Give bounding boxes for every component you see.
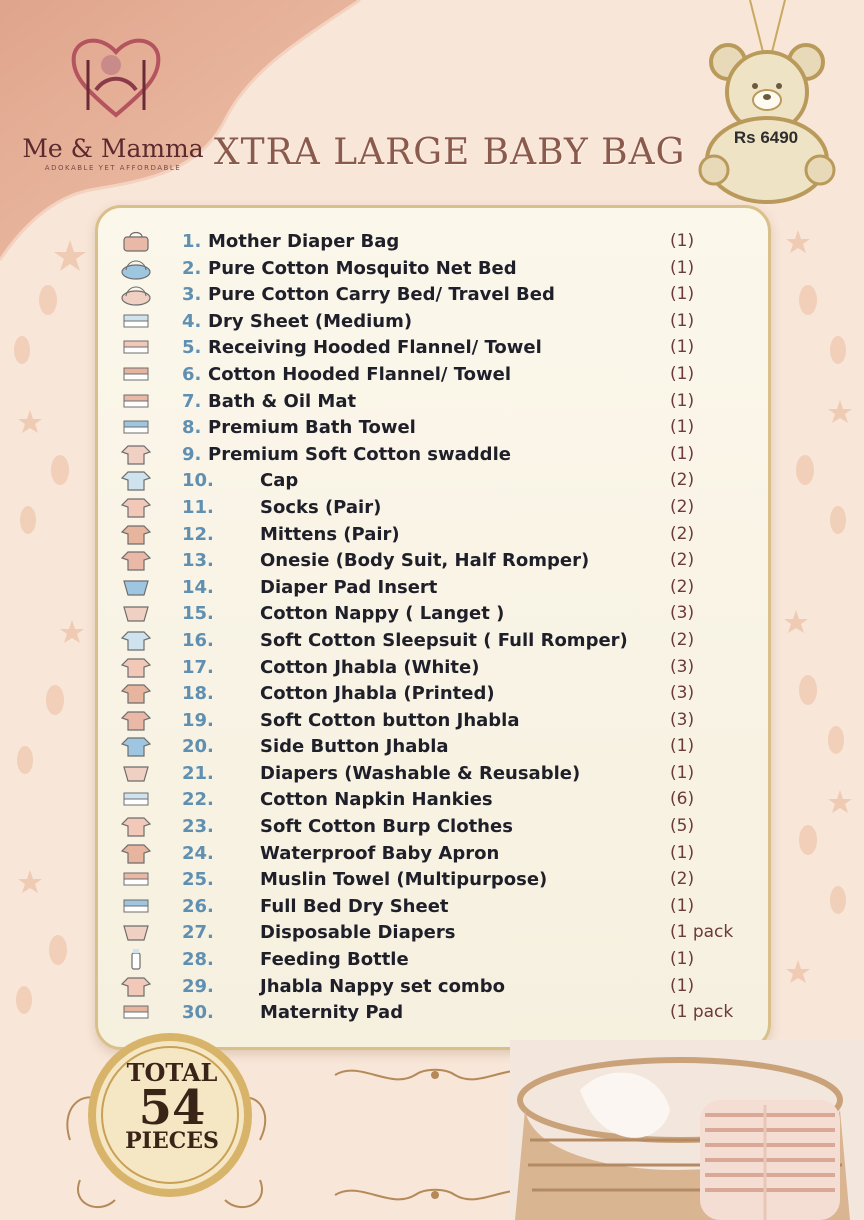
item-quantity: (1)	[670, 284, 695, 305]
item-number: 27.	[182, 922, 214, 944]
list-item	[112, 946, 752, 973]
page-title: XTRA LARGE BABY BAG	[214, 132, 686, 173]
list-item	[112, 494, 752, 521]
item-quantity: (2)	[670, 629, 695, 650]
apron-icon	[118, 841, 154, 865]
item-number: 16.	[182, 629, 214, 651]
mat-icon	[118, 389, 154, 413]
item-number: 10.	[182, 470, 214, 492]
item-number: 5.	[182, 337, 202, 359]
item-number: 28.	[182, 949, 214, 971]
item-number: 14.	[182, 576, 214, 598]
list-item	[112, 308, 752, 335]
item-quantity: (1)	[670, 257, 695, 278]
item-quantity: (1)	[670, 231, 695, 251]
travel-bed-icon	[118, 282, 154, 306]
price-label: Rs 6490	[733, 128, 799, 147]
item-number: 11.	[182, 496, 214, 518]
badge-count: 54	[138, 1080, 206, 1136]
item-number: 19.	[182, 709, 214, 731]
baby-clothes-basket-image	[510, 1040, 864, 1220]
combo-set-icon	[118, 974, 154, 998]
badge-pieces-label: PIECES	[125, 1128, 219, 1154]
list-item	[112, 228, 752, 255]
item-quantity: (1)	[670, 842, 695, 863]
jhabla-white-icon	[118, 655, 154, 679]
jhabla-printed-icon	[118, 681, 154, 705]
item-name: Dry Sheet (Medium)	[208, 310, 413, 332]
teddy-bear-price-tag-icon	[690, 0, 840, 210]
item-number: 3.	[182, 284, 202, 306]
flannel-icon	[118, 335, 154, 359]
cap-icon	[118, 468, 154, 492]
list-item	[112, 521, 752, 548]
item-number: 22.	[182, 789, 214, 811]
list-item	[112, 334, 752, 361]
item-quantity: (3)	[670, 709, 695, 730]
item-name: Receiving Hooded Flannel/ Towel	[208, 337, 542, 359]
item-quantity: (5)	[670, 816, 695, 837]
item-quantity: (1)	[670, 310, 695, 331]
item-name: Onesie (Body Suit, Half Romper)	[260, 550, 590, 572]
list-item	[112, 840, 752, 867]
burp-cloth-icon	[118, 814, 154, 838]
list-item	[112, 414, 752, 441]
badge-total-label: TOTAL	[126, 1058, 218, 1087]
list-item	[112, 388, 752, 415]
item-number: 21.	[182, 762, 214, 784]
brand-logo	[18, 30, 208, 170]
item-number: 23.	[182, 816, 214, 838]
napkin-stack-icon	[118, 787, 154, 811]
item-quantity: (2)	[670, 576, 695, 597]
muslin-icon	[118, 867, 154, 891]
item-quantity: (2)	[670, 550, 695, 571]
list-item	[112, 627, 752, 654]
list-item	[112, 361, 752, 388]
item-number: 30.	[182, 1002, 214, 1024]
item-quantity: (1)	[670, 337, 695, 358]
side-button-jhabla-icon	[118, 734, 154, 758]
diaper-pack-icon	[118, 920, 154, 944]
item-number: 4.	[182, 310, 202, 332]
item-quantity: (1)	[670, 736, 695, 757]
item-name: Cotton Jhabla (Printed)	[260, 683, 495, 705]
swaddle-icon	[118, 442, 154, 466]
scroll-ornament-top	[330, 1060, 540, 1090]
item-number: 1.	[182, 231, 202, 252]
list-item	[112, 281, 752, 308]
item-number: 6.	[182, 363, 202, 385]
hooded-towel-icon	[118, 362, 154, 386]
item-name: Socks (Pair)	[260, 496, 382, 518]
list-item	[112, 866, 752, 893]
towel-stack-icon	[118, 415, 154, 439]
item-name: Cotton Napkin Hankies	[260, 789, 493, 811]
list-item	[112, 467, 752, 494]
item-quantity: (3)	[670, 603, 695, 624]
item-number: 25.	[182, 869, 214, 891]
item-quantity: (1)	[670, 363, 695, 384]
cloth-diaper-icon	[118, 761, 154, 785]
mother-baby-heart-icon	[66, 30, 166, 120]
item-number: 26.	[182, 895, 214, 917]
item-quantity: (2)	[670, 869, 695, 890]
item-number: 15.	[182, 603, 214, 625]
item-number: 13.	[182, 550, 214, 572]
item-name: Cap	[260, 470, 299, 492]
item-number: 9.	[182, 443, 202, 465]
list-item	[112, 973, 752, 1000]
brand-name: Me & Mamma	[22, 134, 204, 163]
sleepsuit-icon	[118, 628, 154, 652]
item-list	[112, 228, 752, 1026]
item-name: Maternity Pad	[260, 1002, 404, 1024]
item-quantity: (1)	[670, 390, 695, 411]
item-name: Cotton Jhabla (White)	[260, 656, 480, 678]
item-name: Diaper Pad Insert	[260, 576, 438, 598]
item-number: 20.	[182, 736, 214, 758]
item-number: 29.	[182, 975, 214, 997]
onesie-icon	[118, 548, 154, 572]
item-quantity: (3)	[670, 683, 695, 704]
nappy-icon	[118, 601, 154, 625]
item-name: Waterproof Baby Apron	[260, 842, 500, 864]
item-number: 7.	[182, 390, 202, 412]
item-number: 2.	[182, 257, 202, 279]
scroll-ornament-bottom	[330, 1180, 540, 1210]
list-item	[112, 654, 752, 681]
item-number: 12.	[182, 523, 214, 545]
item-name: Pure Cotton Mosquito Net Bed	[208, 257, 517, 279]
item-quantity: (1)	[670, 417, 695, 438]
item-number: 24.	[182, 842, 214, 864]
list-item	[112, 600, 752, 627]
item-name: Full Bed Dry Sheet	[260, 895, 449, 917]
item-quantity: (2)	[670, 523, 695, 544]
item-name: Cotton Nappy ( Langet )	[260, 603, 505, 625]
list-item	[112, 893, 752, 920]
item-quantity: (2)	[670, 496, 695, 517]
item-name: Mittens (Pair)	[260, 523, 400, 545]
item-quantity: (1)	[670, 949, 695, 970]
list-item	[112, 547, 752, 574]
item-number: 8.	[182, 417, 202, 439]
list-item	[112, 255, 752, 282]
item-name: Cotton Hooded Flannel/ Towel	[208, 363, 511, 385]
item-name: Soft Cotton Burp Clothes	[260, 816, 513, 838]
net-bed-icon	[118, 256, 154, 280]
item-name: Disposable Diapers	[260, 922, 456, 944]
item-name: Soft Cotton button Jhabla	[260, 709, 520, 731]
item-quantity: (1)	[670, 762, 695, 783]
item-name: Pure Cotton Carry Bed/ Travel Bed	[208, 284, 555, 306]
item-name: Premium Bath Towel	[208, 417, 416, 439]
item-name: Feeding Bottle	[260, 949, 409, 971]
list-item	[112, 919, 752, 946]
item-name: Soft Cotton Sleepsuit ( Full Romper)	[260, 629, 628, 651]
list-item	[112, 813, 752, 840]
button-jhabla-icon	[118, 708, 154, 732]
item-name: Diapers (Washable & Reusable)	[260, 762, 581, 784]
item-quantity: (6)	[670, 789, 695, 810]
item-name: Bath & Oil Mat	[208, 390, 357, 412]
list-item	[112, 441, 752, 468]
list-item	[112, 680, 752, 707]
maternity-pad-icon	[118, 1000, 154, 1024]
list-item	[112, 707, 752, 734]
item-quantity: (1)	[670, 895, 695, 916]
item-quantity: (1 pack	[670, 922, 734, 943]
item-name: Mother Diaper Bag	[208, 231, 400, 252]
item-quantity: (2)	[670, 470, 695, 491]
bottle-icon	[118, 947, 154, 971]
brand-tagline: ADOKABLE YET AFFORDABLE	[44, 164, 182, 172]
item-quantity: (1)	[670, 975, 695, 996]
dry-sheet-icon	[118, 309, 154, 333]
item-number: 18.	[182, 683, 214, 705]
item-quantity: (1 pack	[670, 1002, 734, 1023]
list-item	[112, 760, 752, 787]
bed-sheet-icon	[118, 894, 154, 918]
item-name: Premium Soft Cotton swaddle	[208, 443, 511, 465]
socks-icon	[118, 495, 154, 519]
item-number: 17.	[182, 656, 214, 678]
item-name: Side Button Jhabla	[260, 736, 449, 758]
diaper-pad-icon	[118, 575, 154, 599]
item-name: Muslin Towel (Multipurpose)	[260, 869, 548, 891]
list-item	[112, 574, 752, 601]
list-item	[112, 999, 752, 1026]
item-quantity: (1)	[670, 443, 695, 464]
list-item	[112, 786, 752, 813]
item-quantity: (3)	[670, 656, 695, 677]
item-name: Jhabla Nappy set combo	[260, 975, 505, 997]
mittens-icon	[118, 522, 154, 546]
diaper-bag-icon	[118, 229, 154, 253]
list-item	[112, 733, 752, 760]
